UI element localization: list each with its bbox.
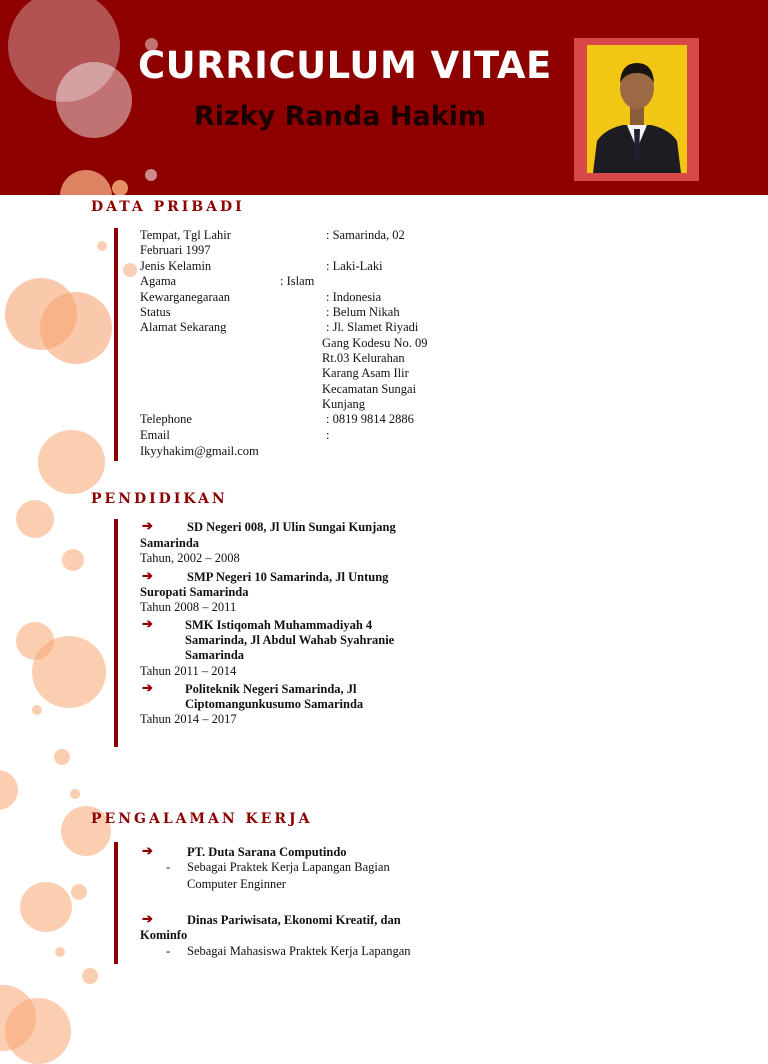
arrow-right-icon: ➔ — [142, 518, 153, 533]
decor-circle — [38, 430, 105, 494]
school-name-cont: Samarinda — [185, 648, 245, 662]
label-jenis-kelamin: Jenis Kelamin — [140, 259, 212, 273]
school-name-cont: Samarinda — [140, 536, 200, 550]
value-ttl-cont: Februari 1997 — [140, 243, 211, 257]
decor-circle — [62, 549, 84, 571]
value-alamat-line: Gang Kodesu No. 09 — [322, 336, 428, 350]
school-years: Tahun, 2002 – 2008 — [140, 551, 240, 565]
decor-circle — [71, 884, 87, 900]
value-email: Ikyyhakim@gmail.com — [140, 444, 259, 458]
school-name: Politeknik Negeri Samarinda, Jl — [185, 682, 357, 696]
decor-circle — [32, 636, 106, 708]
value-alamat-line: Kunjang — [322, 397, 366, 411]
decor-circle — [56, 62, 132, 138]
decor-circle — [16, 500, 54, 538]
decor-circle — [97, 241, 107, 251]
section-divider — [114, 519, 118, 747]
decor-circle — [82, 968, 98, 984]
school-years: Tahun 2011 – 2014 — [140, 664, 237, 678]
school-name-cont: Samarinda, Jl Abdul Wahab Syahranie — [185, 633, 395, 647]
decor-circle — [0, 770, 18, 810]
label-alamat: Alamat Sekarang — [140, 320, 227, 334]
school-years: Tahun 2014 – 2017 — [140, 712, 237, 726]
value-ttl: : Samarinda, 02 — [326, 228, 405, 242]
value-kewarganegaraan: : Indonesia — [326, 290, 382, 304]
arrow-right-icon: ➔ — [142, 568, 153, 583]
dash-bullet: - — [166, 860, 171, 874]
decor-circle — [70, 789, 80, 799]
decor-circle — [5, 998, 71, 1064]
dash-bullet: - — [166, 944, 171, 958]
arrow-right-icon: ➔ — [142, 680, 153, 695]
company-name: PT. Duta Sarana Computindo — [187, 845, 347, 859]
section-divider — [114, 228, 118, 461]
person-photo — [587, 45, 687, 173]
job-role: Sebagai Mahasiswa Praktek Kerja Lapangan — [187, 944, 411, 958]
value-telephone: : 0819 9814 2886 — [326, 412, 414, 426]
label-email: Email — [140, 428, 170, 442]
value-alamat-line: Rt.03 Kelurahan — [322, 351, 405, 365]
decor-circle — [40, 292, 112, 364]
value-status: : Belum Nikah — [326, 305, 400, 319]
decor-circle — [60, 170, 112, 195]
value-alamat-line: : Jl. Slamet Riyadi — [326, 320, 419, 334]
section-heading-pendidikan: PENDIDIKAN — [91, 491, 228, 507]
decor-circle — [20, 882, 72, 932]
label-status: Status — [140, 305, 171, 319]
section-divider — [114, 842, 118, 964]
job-role-cont: Computer Enginner — [187, 877, 286, 891]
school-years: Tahun 2008 – 2011 — [140, 600, 237, 614]
label-kewarganegaraan: Kewarganegaraan — [140, 290, 230, 304]
decor-circle — [32, 705, 42, 715]
school-name: SMP Negeri 10 Samarinda, Jl Untung — [187, 570, 389, 584]
value-agama: : Islam — [280, 274, 315, 288]
label-agama: Agama — [140, 274, 177, 288]
school-name-cont: Suropati Samarinda — [140, 585, 249, 599]
section-heading-data-pribadi: DATA PRIBADI — [91, 199, 245, 215]
school-name: SMK Istiqomah Muhammadiyah 4 — [185, 618, 373, 632]
label-telephone: Telephone — [140, 412, 192, 426]
label-ttl: Tempat, Tgl Lahir — [140, 228, 231, 242]
job-role: Sebagai Praktek Kerja Lapangan Bagian — [187, 860, 390, 874]
value-alamat-line: Kecamatan Sungai — [322, 382, 417, 396]
email-colon: : — [326, 428, 330, 442]
company-name-cont: Kominfo — [140, 928, 188, 942]
decor-circle — [145, 169, 157, 181]
value-jenis-kelamin: : Laki-Laki — [326, 259, 383, 273]
decor-circle — [55, 947, 65, 957]
arrow-right-icon: ➔ — [142, 911, 153, 926]
decor-circle — [112, 180, 128, 195]
section-heading-pengalaman-kerja: PENGALAMAN KERJA — [91, 811, 313, 827]
school-name-cont: Ciptomangunkusumo Samarinda — [185, 697, 364, 711]
photo-frame — [574, 38, 699, 181]
decor-circle — [54, 749, 70, 765]
page-title: CURRICULUM VITAE — [138, 44, 552, 87]
company-name: Dinas Pariwisata, Ekonomi Kreatif, dan — [187, 913, 401, 927]
value-alamat-line: Karang Asam Ilir — [322, 366, 409, 380]
person-name: Rizky Randa Hakim — [194, 101, 487, 132]
arrow-right-icon: ➔ — [142, 616, 153, 631]
school-name: SD Negeri 008, Jl Ulin Sungai Kunjang — [187, 520, 396, 534]
decor-circle — [123, 263, 137, 277]
arrow-right-icon: ➔ — [142, 843, 153, 858]
